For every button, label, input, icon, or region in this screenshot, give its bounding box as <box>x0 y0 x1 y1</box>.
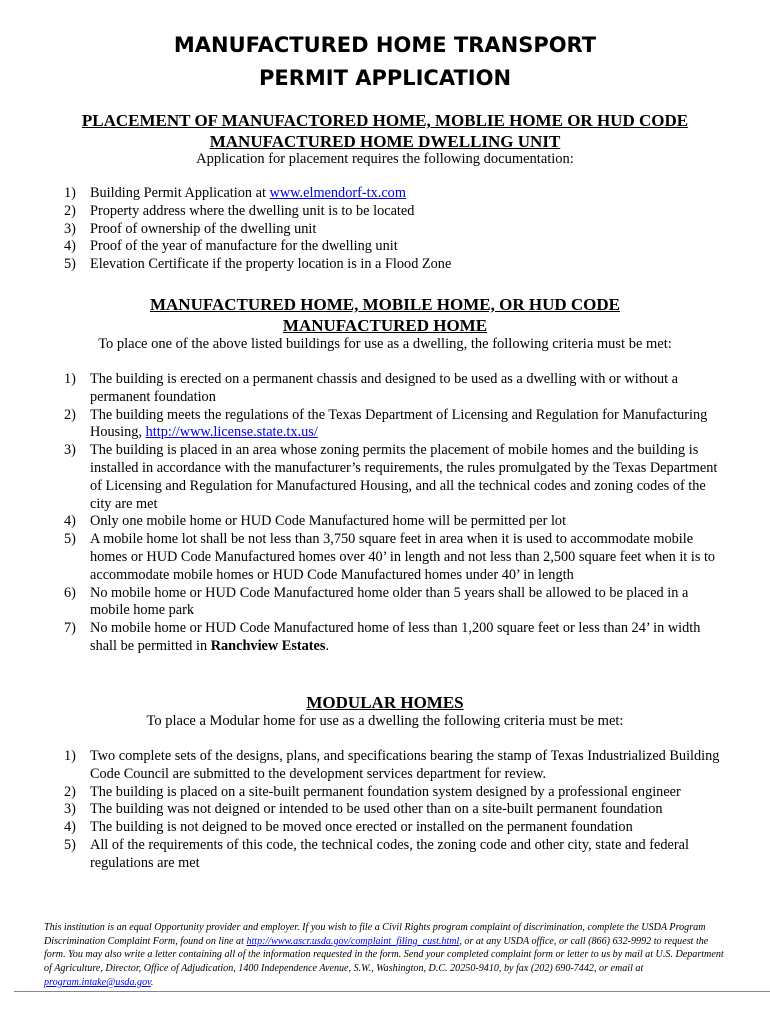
list-item: 2) The building meets the regulations of the Texas Department of Licensing and Regulation for Manufacturing Housing, http://www.license.state.tx.us/ <box>64 406 708 441</box>
list-item: 5) All of the requirements of this code, the technical codes, the zoning code and other city, state and federal regulations are met <box>64 836 689 871</box>
manufactured-heading-2: MANUFACTURED HOME <box>282 316 488 335</box>
manufactured-heading-1: MANUFACTURED HOME, MOBILE HOME, OR HUD CODE <box>149 295 620 314</box>
list-item: 4) Proof of the year of manufacture for the dwelling unit <box>64 238 398 255</box>
list-item: 1) Two complete sets of the designs, plans, and specifications bearing the stamp of Texas Industrialized Building Code Council are submitted to the development services department for review. <box>64 748 720 782</box>
title-line-1: MANUFACTURED HOME TRANSPORT <box>173 33 597 57</box>
list-item: 2) Property address where the dwelling unit is to be located <box>64 202 415 219</box>
list-item: 5) A mobile home lot shall be not less than 3,750 square feet in area when it is used to accommodate mobile homes or HUD Code Manufactured homes over 40’ in length and not less than 2,500 square feet when it is to accommodate mobile homes or HUD Code Manufactured homes under 40’ in length <box>64 531 716 583</box>
list-item: 2) The building is placed on a site-built permanent foundation system designed by a professional engineer <box>64 783 681 800</box>
footer-disclaimer: This institution is an equal Opportunity provider and employer. If you wish to file a Civil Rights program complaint of discrimination, complete the USDA Program Discrimination Complaint Form, found on line at http://www.ascr.usda.gov/complaint_filing_cust.html, or at any USDA office, or call (866) 632-9992 to request the form. You may also write a letter containing all of the information requested in the form. Send your completed complaint form or letter to us by mail at U.S. Department of Agriculture, Director, Office of Adjudication, 1400 Independence Avenue, S.W., Washington, D.C. 20250-9410, by fax (202) 690-7442, or email at program.intake@usda.gov. <box>44 922 724 988</box>
bottom-divider <box>14 991 770 992</box>
manufactured-intro: To place one of the above listed buildings for use as a dwelling, the following criteria must be met: <box>98 336 672 352</box>
placement-heading-2: MANUFACTURED HOME DWELLING UNIT <box>209 132 561 151</box>
list-item: 3) The building is placed in an area whose zoning permits the placement of mobile homes and the building is installed in accordance with the manufacturer’s requirements, the rules promulgated by the Texas Department of Licensing and Regulation for Manufactured Housing, and all the technical codes and zoning codes of the city are met <box>64 442 718 512</box>
modular-heading: MODULAR HOMES <box>306 693 464 712</box>
list-item: 5) Elevation Certificate if the property location is in a Flood Zone <box>64 256 452 273</box>
list-item: 4) Only one mobile home or HUD Code Manufactured home will be permitted per lot <box>64 513 567 530</box>
complaint-form-link[interactable]: http://www.ascr.usda.gov/complaint_filing_cust.html <box>246 935 460 947</box>
list-item: 4) The building is not deigned to be moved once erected or installed on the permanent foundation <box>64 819 633 836</box>
placement-list <box>64 185 729 274</box>
list-item: 7) No mobile home or HUD Code Manufactured home of less than 1,200 square feet or less than 24’ in width shall be permitted in Ranchview Estates. <box>64 620 701 654</box>
license-link[interactable]: http://www.license.state.tx.us/ <box>145 424 318 441</box>
modular-list <box>64 748 729 873</box>
list-item: 1) The building is erected on a permanent chassis and designed to be used as a dwelling with or without a permanent foundation <box>64 371 679 405</box>
manufactured-list <box>64 371 729 656</box>
title-line-2: PERMIT APPLICATION <box>258 66 512 90</box>
elmendorf-link[interactable]: www.elmendorf-tx.com <box>269 185 406 201</box>
list-item: 3) Proof of ownership of the dwelling unit <box>64 220 317 237</box>
placement-heading-1: PLACEMENT OF MANUFACTORED HOME, MOBLIE HOME OR HUD CODE <box>81 111 689 130</box>
placement-intro: Application for placement requires the following documentation: <box>196 151 574 167</box>
list-item: 6) No mobile home or HUD Code Manufactured home older than 5 years shall be allowed to be placed in a mobile home park <box>64 584 689 619</box>
list-item: 1) Building Permit Application at www.elmendorf-tx.com <box>64 185 406 201</box>
list-item: 3) The building was not deigned or intended to be used other than on a site-built permanent foundation <box>64 801 663 818</box>
modular-intro: To place a Modular home for use as a dwelling the following criteria must be met: <box>146 713 624 729</box>
email-link[interactable]: program.intake@usda.gov <box>44 976 151 988</box>
